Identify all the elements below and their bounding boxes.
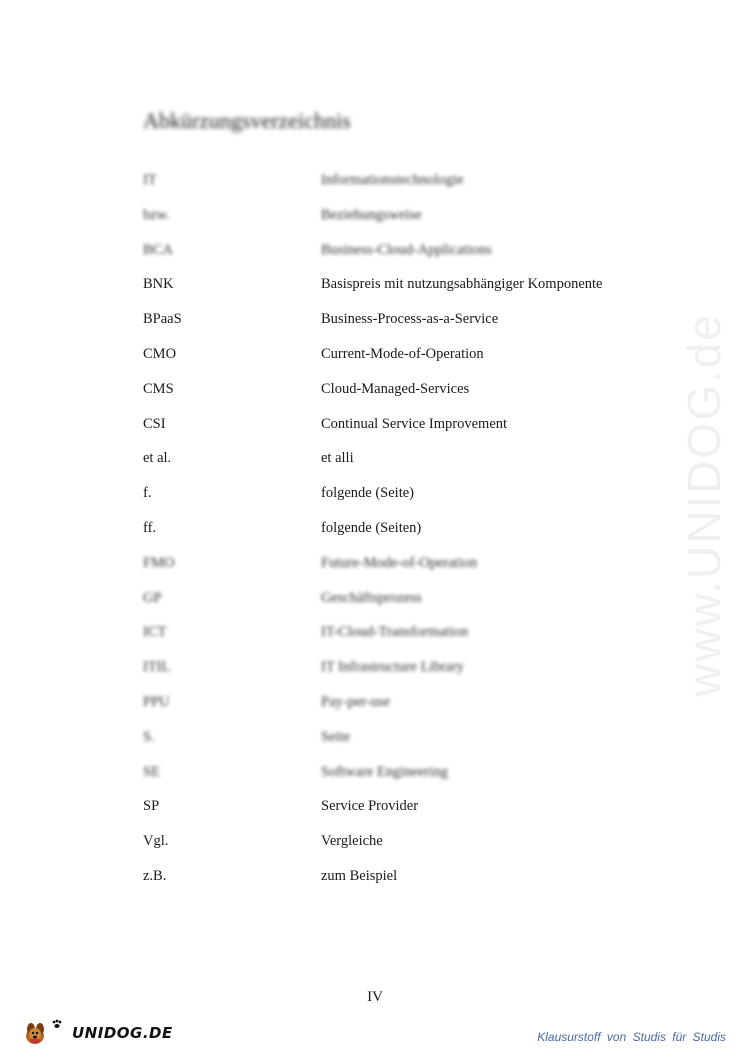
abbreviation-row <box>0 483 750 503</box>
abbreviation-meaning: Basispreis mit nutzungsabhängiger Komponente <box>321 276 603 293</box>
abbreviation: bzw. <box>143 206 170 223</box>
abbreviation-meaning: Service Provider <box>321 798 419 815</box>
abbreviation: BNK <box>143 276 174 293</box>
abbreviation: Vgl. <box>143 833 169 850</box>
abbreviation-meaning: IT-Cloud-Transformation <box>321 624 469 641</box>
abbreviation: FMO <box>143 554 175 571</box>
abbreviation: ff. <box>143 520 157 536</box>
abbreviation-meaning: folgende (Seite) <box>321 485 415 502</box>
abbreviation: SE <box>143 763 160 780</box>
abbreviation-row <box>0 414 750 434</box>
abbreviation-meaning: Geschäftsprozess <box>321 589 422 606</box>
abbreviation: z.B. <box>143 868 167 884</box>
abbreviation-meaning: Future-Mode-of-Operation <box>321 554 478 571</box>
abbreviation-meaning: et alli <box>321 450 354 467</box>
dog-icon <box>22 1020 48 1046</box>
abbreviation-row <box>0 518 750 538</box>
abbreviation: ITIL <box>143 659 171 676</box>
abbreviation-row <box>0 274 750 294</box>
abbreviation-row <box>0 831 750 851</box>
abbreviation: ICT <box>143 624 167 641</box>
abbreviation: PPU <box>143 694 170 710</box>
abbreviation-row <box>0 379 750 399</box>
abbreviation-row <box>0 344 750 364</box>
abbreviation-row <box>0 692 750 712</box>
abbreviation-row <box>0 622 750 642</box>
abbreviation-meaning: IT Infrastructure Library <box>321 659 465 676</box>
footer-tagline: Klausurstoff von Studis für Studis <box>537 1030 726 1044</box>
abbreviation-meaning: Beziehungsweise <box>321 206 422 223</box>
abbreviation-row <box>0 309 750 329</box>
abbreviation-row <box>0 866 750 886</box>
abbreviation-row <box>0 205 750 225</box>
abbreviation-meaning: Informationstechnologie <box>321 172 464 188</box>
abbreviation: SP <box>143 798 160 815</box>
abbreviation-row <box>0 727 750 747</box>
abbreviation-row <box>0 448 750 468</box>
page-number: IV <box>367 989 383 1005</box>
abbreviation-meaning: Software Engineering <box>321 763 448 780</box>
abbreviation-meaning: Cloud-Managed-Services <box>321 380 470 397</box>
abbreviation: CMS <box>143 380 174 397</box>
abbreviation: IT <box>143 172 157 188</box>
abbreviation-meaning: folgende (Seiten) <box>321 520 422 536</box>
abbreviation-row <box>0 796 750 816</box>
abbreviation: CMO <box>143 346 177 362</box>
abbreviation: et al. <box>143 450 172 467</box>
abbreviation-row <box>0 170 750 190</box>
abbreviation-row <box>0 657 750 677</box>
abbreviation: BPaaS <box>143 311 182 328</box>
abbreviation: GP <box>143 589 162 606</box>
abbreviation-meaning: Vergleiche <box>321 833 383 850</box>
page-title: Abkürzungsverzeichnis <box>143 108 351 133</box>
abbreviation: CSI <box>143 415 166 432</box>
abbreviation-row <box>0 240 750 260</box>
abbreviation-meaning: Business-Cloud-Applications <box>321 241 492 258</box>
logo-text: UNIDOG.DE <box>72 1024 173 1042</box>
abbreviation: f. <box>143 485 152 502</box>
abbreviation-meaning: Continual Service Improvement <box>321 415 508 432</box>
abbreviation: S. <box>143 728 155 745</box>
abbreviation-meaning: zum Beispiel <box>321 868 398 884</box>
abbreviation-row <box>0 588 750 608</box>
abbreviation: BCA <box>143 241 173 258</box>
abbreviation-meaning: Current-Mode-of-Operation <box>321 346 484 362</box>
abbreviation-meaning: Pay-per-use <box>321 694 390 710</box>
abbreviation-row <box>0 762 750 782</box>
abbreviation-meaning: Seite <box>321 728 350 745</box>
abbreviation-meaning: Business-Process-as-a-Service <box>321 311 499 328</box>
paw-icon <box>51 1019 63 1029</box>
logo <box>22 1018 173 1048</box>
watermark: www.UNIDOG.de <box>678 313 730 697</box>
abbreviation-row <box>0 553 750 573</box>
